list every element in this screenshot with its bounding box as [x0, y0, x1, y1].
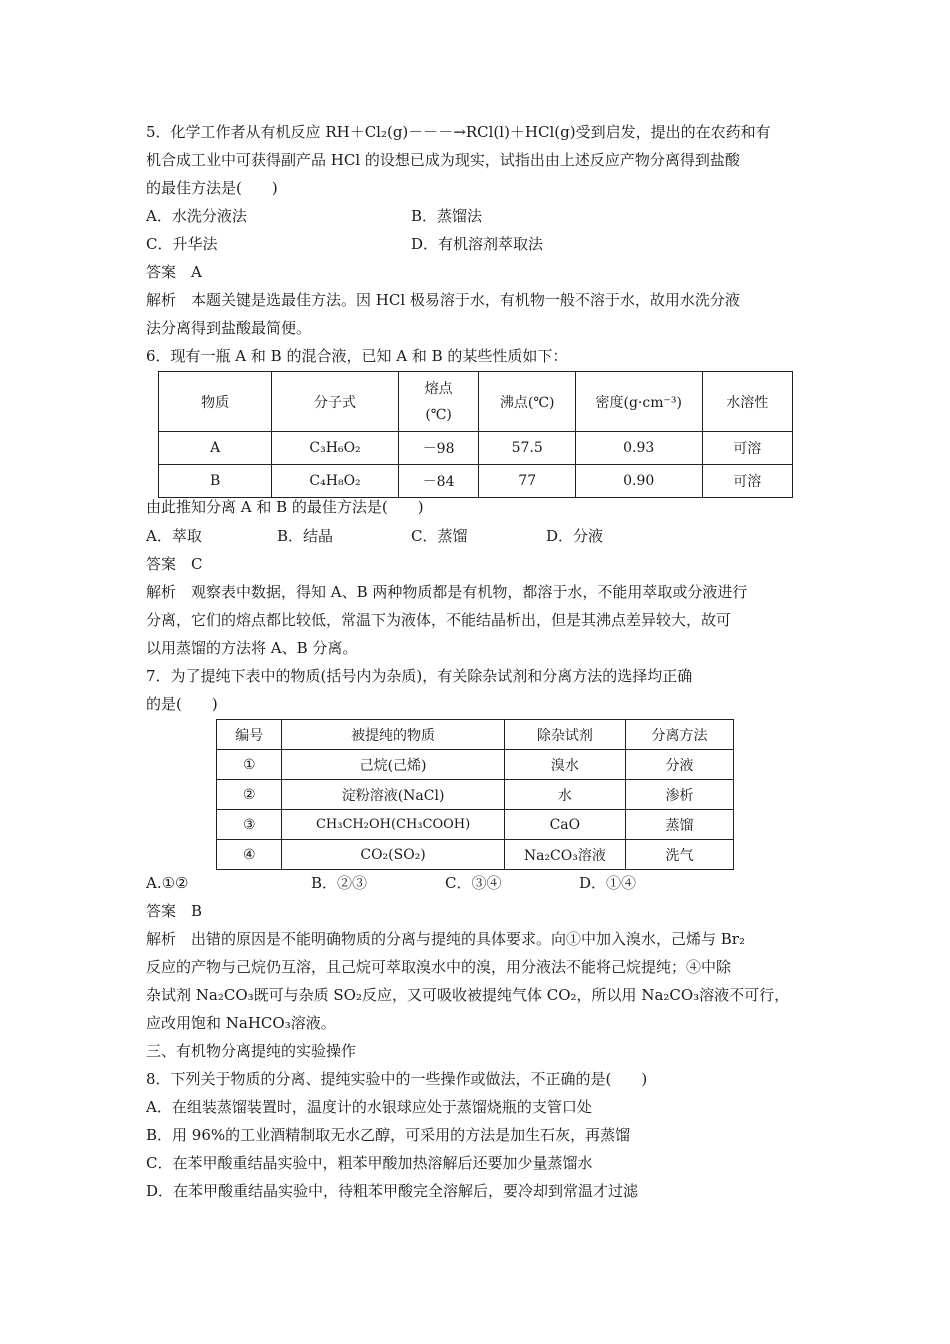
q6-properties-table — [158, 371, 793, 498]
table-cell: CO₂(SO₂) — [282, 840, 504, 870]
table-cell: 0.93 — [575, 432, 702, 465]
q7-analysis-line-1: 解析 出错的原因是不能明确物质的分离与提纯的具体要求。向①中加入溴水，己烯与 Br₂ — [146, 930, 745, 948]
q5-option-d: D．有机溶剂萃取法 — [411, 235, 544, 253]
table-cell: A — [159, 432, 272, 465]
melting-point-label: 熔点 — [424, 380, 453, 397]
table-row — [159, 432, 793, 465]
table-cell: CH₃CH₂OH(CH₃COOH) — [282, 810, 504, 840]
table-row — [159, 465, 793, 498]
table-header-cell: 密度(g·cm⁻³) — [575, 372, 702, 432]
section-heading: 三、有机物分离提纯的实验操作 — [146, 1042, 357, 1060]
table-header-cell: 除杂试剂 — [504, 720, 625, 750]
q5-stem-line-3: 的最佳方法是( ) — [146, 179, 278, 197]
q6-analysis-line-3: 以用蒸馏的方法将 A、B 分离。 — [146, 639, 358, 657]
q7-answer: 答案 B — [146, 902, 203, 920]
table-cell: 分液 — [625, 750, 733, 780]
q5-stem-line-1: 5．化学工作者从有机反应 RH＋Cl₂(g)－－－→RCl(l)＋HCl(g)受到启发，提出的在农药和有 — [146, 123, 771, 141]
q7-option-d: D．①④ — [579, 874, 637, 892]
q8-option-d: D．在苯甲酸重结晶实验中，待粗苯甲酸完全溶解后，要冷却到常温才过滤 — [146, 1182, 639, 1200]
table-cell: －98 — [398, 432, 479, 465]
table-cell: ② — [217, 780, 282, 810]
table-cell: 57.5 — [479, 432, 576, 465]
q5-analysis-line-2: 法分离得到盐酸最简便。 — [146, 319, 312, 337]
q7-analysis-line-2: 反应的产物与己烷仍互溶，且己烷可萃取溴水中的溴，用分液法不能将己烷提纯；④中除 — [146, 958, 732, 976]
table-header-cell: 编号 — [217, 720, 282, 750]
table-cell: B — [159, 465, 272, 498]
q8-stem: 8．下列关于物质的分离、提纯实验中的一些操作或做法，不正确的是( ) — [146, 1070, 648, 1088]
q6-analysis-line-2: 分离，它们的熔点都比较低，常温下为液体，不能结晶析出，但是其沸点差异较大，故可 — [146, 611, 732, 629]
q6-option-a: A．萃取 — [146, 527, 202, 545]
table-cell: CaO — [504, 810, 625, 840]
table-cell: ④ — [217, 840, 282, 870]
table-cell: ③ — [217, 810, 282, 840]
q6-question: 由此推知分离 A 和 B 的最佳方法是( ) — [146, 498, 424, 516]
q7-stem-line-1: 7．为了提纯下表中的物质(括号内为杂质)，有关除杂试剂和分离方法的选择均正确 — [146, 667, 693, 685]
table-row — [217, 840, 734, 870]
q5-answer: 答案 A — [146, 263, 202, 281]
q6-stem: 6．现有一瓶 A 和 B 的混合液，已知 A 和 B 的某些性质如下： — [146, 347, 568, 365]
table-cell: 0.90 — [575, 465, 702, 498]
table-cell: C₃H₆O₂ — [272, 432, 398, 465]
table-header-cell: 分子式 — [272, 372, 398, 432]
table-cell: 己烷(己烯) — [282, 750, 504, 780]
table-header-cell: 沸点(℃) — [479, 372, 576, 432]
table-cell: 可溶 — [702, 465, 793, 498]
q5-option-a: A．水洗分液法 — [146, 207, 247, 225]
q7-option-a: A.①② — [146, 874, 189, 892]
table-cell: 水 — [504, 780, 625, 810]
table-header-cell: 被提纯的物质 — [282, 720, 504, 750]
q5-stem-line-2: 机合成工业中可获得副产品 HCl 的设想已成为现实，试指出由上述反应产物分离得到盐酸 — [146, 151, 740, 169]
q6-option-d: D．分液 — [546, 527, 604, 545]
table-header-cell: 水溶性 — [702, 372, 793, 432]
q7-purification-table — [216, 719, 734, 870]
q7-analysis-line-4: 应改用饱和 NaHCO₃溶液。 — [146, 1014, 336, 1032]
table-cell: 77 — [479, 465, 576, 498]
q5-option-c: C．升华法 — [146, 235, 218, 253]
table-cell: 渗析 — [625, 780, 733, 810]
q5-option-b: B．蒸馏法 — [411, 207, 483, 225]
q7-option-b: B．②③ — [311, 874, 368, 892]
q5-analysis-line-1: 解析 本题关键是选最佳方法。因 HCl 极易溶于水，有机物一般不溶于水，故用水洗分液 — [146, 291, 740, 309]
q6-answer: 答案 C — [146, 555, 203, 573]
table-row — [217, 750, 734, 780]
table-header-cell — [398, 372, 479, 432]
table-cell: 可溶 — [702, 432, 793, 465]
table-cell: Na₂CO₃溶液 — [504, 840, 625, 870]
q6-option-c: C．蒸馏 — [411, 527, 468, 545]
table-cell: ① — [217, 750, 282, 780]
q6-option-b: B．结晶 — [277, 527, 334, 545]
q8-option-c: C．在苯甲酸重结晶实验中，粗苯甲酸加热溶解后还要加少量蒸馏水 — [146, 1154, 593, 1172]
table-row — [217, 810, 734, 840]
table-cell: C₄H₈O₂ — [272, 465, 398, 498]
table-row — [217, 780, 734, 810]
table-cell: 溴水 — [504, 750, 625, 780]
melting-point-unit: (℃) — [425, 406, 452, 423]
q8-option-b: B．用 96%的工业酒精制取无水乙醇，可采用的方法是加生石灰，再蒸馏 — [146, 1126, 631, 1144]
table-cell: 淀粉溶液(NaCl) — [282, 780, 504, 810]
table-header-row — [217, 720, 734, 750]
q7-option-c: C．③④ — [445, 874, 502, 892]
q7-stem-line-2: 的是( ) — [146, 695, 218, 713]
table-cell: －84 — [398, 465, 479, 498]
table-cell: 洗气 — [625, 840, 733, 870]
table-header-cell: 物质 — [159, 372, 272, 432]
table-header-row — [159, 372, 793, 432]
q7-analysis-line-3: 杂试剂 Na₂CO₃既可与杂质 SO₂反应，又可吸收被提纯气体 CO₂，所以用 Na₂CO₃溶液不可行， — [146, 986, 790, 1004]
table-header-cell: 分离方法 — [625, 720, 733, 750]
table-cell: 蒸馏 — [625, 810, 733, 840]
q8-option-a: A．在组装蒸馏装置时，温度计的水银球应处于蒸馏烧瓶的支管口处 — [146, 1098, 592, 1116]
q6-analysis-line-1: 解析 观察表中数据，得知 A、B 两种物质都是有机物，都溶于水，不能用萃取或分液进行 — [146, 583, 748, 601]
